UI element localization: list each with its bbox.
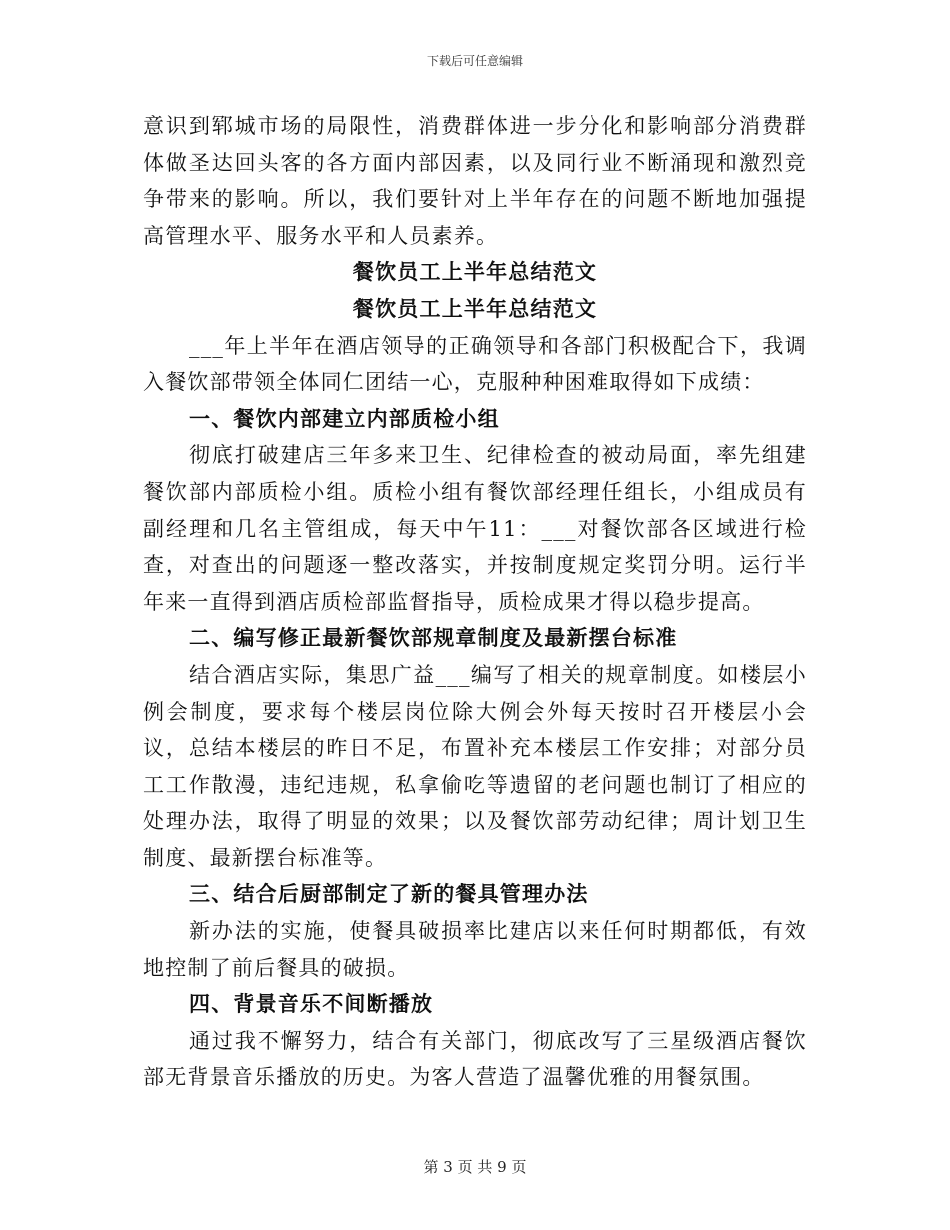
section-heading-3: 三、结合后厨部制定了新的餐具管理办法 <box>189 881 589 907</box>
document-subtitle: 餐饮员工上半年总结范文 <box>352 295 598 321</box>
section-paragraph-3: 新办法的实施，使餐具破损率比建店以来任何时期都低，有效地控制了前后餐具的破损。 <box>143 919 807 980</box>
section-heading-4: 四、背景音乐不间断播放 <box>189 991 434 1017</box>
document-title: 餐饮员工上半年总结范文 <box>352 259 598 285</box>
intro-paragraph: ___年上半年在酒店领导的正确领导和各部门积极配合下，我调入餐饮部带领全体同仁团结一心，克服种种困难取得如下成绩： <box>143 333 807 395</box>
paragraph-continuation: 意识到郓城市场的局限性，消费群体进一步分化和影响部分消费群体做圣达回头客的各方面内部因素，以及同行业不断涌现和激烈竞争带来的影响。所以，我们要针对上半年存在的问题不断地加强提高管理水平、服务水平和人员素养。 <box>143 114 807 248</box>
page-header: 下载后可任意编辑 <box>426 54 523 68</box>
document-body <box>143 108 807 1096</box>
section-heading-2: 二、编写修正最新餐饮部规章制度及最新摆台标准 <box>189 625 678 651</box>
page-number-footer: 第 3 页 共 9 页 <box>423 1158 527 1176</box>
section-paragraph-4: 通过我不懈努力，结合有关部门，彻底改写了三星级酒店餐饮部无背景音乐播放的历史。为客人营造了温馨优雅的用餐氛围。 <box>143 1028 807 1090</box>
section-paragraph-2: 结合酒店实际，集思广益___编写了相关的规章制度。如楼层小例会制度，要求每个楼层岗位除大例会外每天按时召开楼层小会议，总结本楼层的昨日不足，布置补充本楼层工作安排；对部分员工工作散漫，违纪违规，私拿偷吃等遗留的老问题也制订了相应的处理办法，取得了明显的效果；以及餐饮部劳动纪律；周计划卫生制度、最新摆台标准等。 <box>143 662 807 870</box>
section-paragraph-1: 彻底打破建店三年多来卫生、纪律检查的被动局面，率先组建餐饮部内部质检小组。质检小组有餐饮部经理任组长，小组成员有副经理和几名主管组成，每天中午11：___对餐饮部各区域进行检查，对查出的问题逐一整改落实，并按制度规定奖罚分明。运行半年来一直得到酒店质检部监督指导，质检成果才得以稳步提高。 <box>143 443 807 614</box>
section-heading-1: 一、餐饮内部建立内部质检小组 <box>189 405 500 431</box>
